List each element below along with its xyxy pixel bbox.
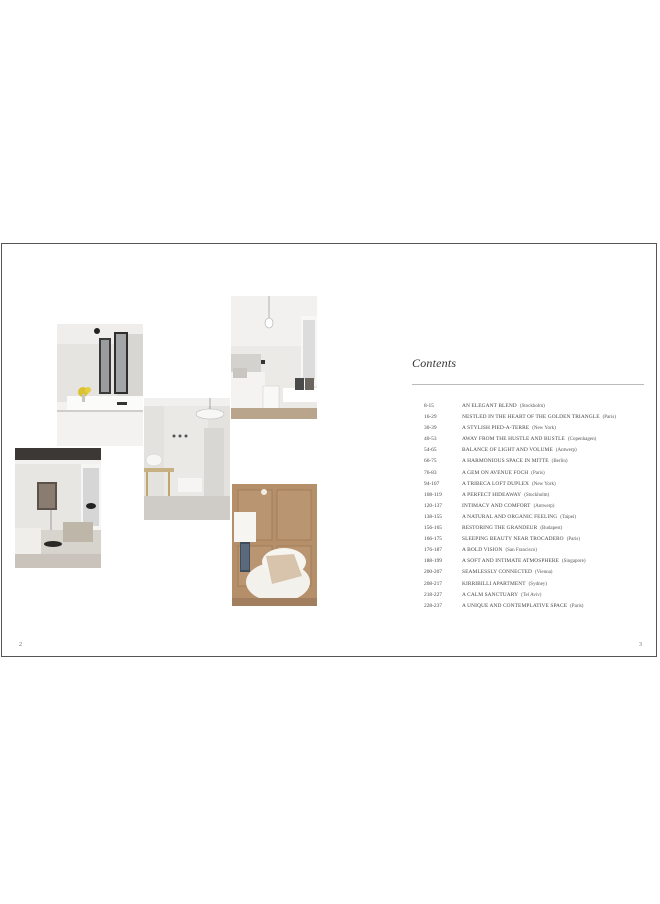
entry-page-range: 54-65 bbox=[424, 447, 437, 454]
bedroom-photo bbox=[231, 296, 317, 419]
contents-entry bbox=[424, 445, 650, 456]
entry-page-range: 40-53 bbox=[424, 436, 437, 443]
entry-location: (Paris) bbox=[570, 603, 584, 609]
entry-title: AN ELEGANT BLEND bbox=[462, 403, 517, 409]
entry-title: A PERFECT HIDEAWAY bbox=[462, 491, 522, 498]
entry-page-range: 120-137 bbox=[424, 502, 442, 509]
entry-location: (Berlin) bbox=[551, 459, 568, 465]
entry-location: (Vienna) bbox=[535, 570, 553, 576]
entry-page-range: 94-107 bbox=[424, 480, 440, 487]
entry-title: A NATURAL AND ORGANIC FEELING bbox=[462, 513, 558, 520]
entry-location: (Stockholm) bbox=[519, 404, 545, 409]
contents-entry bbox=[424, 512, 650, 523]
entry-page-range: 30-39 bbox=[424, 425, 437, 432]
entry-title: A TRIBECA LOFT DUPLEX bbox=[462, 480, 530, 487]
entry-title: SEAMLESSLY CONNECTED bbox=[462, 569, 532, 576]
contents-entry bbox=[424, 434, 650, 445]
right-page-folio: 3 bbox=[639, 642, 642, 648]
entry-title: A GEM ON AVENUE FOCH bbox=[462, 469, 529, 476]
contents-entry bbox=[424, 423, 650, 434]
entry-title: A SOFT AND INTIMATE ATMOSPHERE bbox=[462, 558, 559, 565]
contents-list bbox=[424, 401, 650, 612]
entry-page-range: 200-207 bbox=[424, 569, 442, 576]
entry-page-range: 188-199 bbox=[424, 558, 442, 565]
entry-title: SLEEPING BEAUTY NEAR TROCADERO bbox=[462, 536, 564, 543]
entry-title: INTIMACY AND COMFORT bbox=[462, 502, 531, 509]
contents-entry bbox=[424, 479, 650, 490]
entry-title: A STYLISH PIED-A-TERRE bbox=[462, 425, 530, 432]
entry-title: A HARMONIOUS SPACE IN MITTE bbox=[462, 458, 549, 465]
entry-location: (Copenhagen) bbox=[567, 437, 597, 443]
entry-page-range: 218-227 bbox=[424, 591, 442, 598]
entry-title: RESTORING THE GRANDEUR bbox=[462, 525, 538, 532]
bathroom-photo bbox=[57, 324, 143, 446]
contents-entry bbox=[424, 412, 650, 423]
armchair-photo bbox=[232, 484, 317, 606]
entry-location: (Paris) bbox=[566, 537, 581, 543]
entry-page-range: 138-155 bbox=[424, 513, 442, 520]
entry-page-range: 66-75 bbox=[424, 458, 437, 465]
contents-entry bbox=[424, 579, 650, 590]
contents-entry bbox=[424, 401, 650, 412]
entry-page-range: 166-175 bbox=[424, 536, 442, 543]
entry-location: (Antwerp) bbox=[555, 448, 577, 454]
entry-location: (Stockholm) bbox=[524, 492, 550, 498]
entry-page-range: 228-237 bbox=[424, 602, 442, 609]
contents-entry bbox=[424, 468, 650, 479]
entry-title: AWAY FROM THE HUSTLE AND BUSTLE bbox=[462, 436, 565, 443]
contents-heading: Contents bbox=[412, 356, 457, 370]
entry-title: A BOLD VISION bbox=[462, 547, 503, 554]
entry-location: (San Francisco) bbox=[505, 548, 537, 554]
contents-entry bbox=[424, 545, 650, 556]
entry-page-range: 108-119 bbox=[424, 491, 442, 498]
contents-entry bbox=[424, 456, 650, 467]
contents-entry bbox=[424, 601, 650, 612]
entry-title: A UNIQUE AND CONTEMPLATIVE SPACE bbox=[462, 602, 568, 609]
contents-entry bbox=[424, 490, 650, 501]
entry-page-range: 16-29 bbox=[424, 414, 437, 421]
entry-page-range: 76-83 bbox=[424, 469, 437, 476]
entry-title: KIRRIBILLI APARTMENT bbox=[462, 580, 526, 587]
entry-location: (Paris) bbox=[531, 470, 545, 476]
entry-location: (Tel Aviv) bbox=[521, 592, 542, 598]
contents-entry bbox=[424, 567, 650, 578]
contents-entry bbox=[424, 523, 650, 534]
entry-location: (Sydney) bbox=[528, 581, 547, 587]
contents-entry bbox=[424, 590, 650, 601]
entry-location: (Taipei) bbox=[560, 514, 577, 520]
entry-page-range: 176-187 bbox=[424, 547, 442, 554]
entry-title: A CALM SANCTUARY bbox=[462, 591, 519, 598]
living-room-photo bbox=[15, 448, 101, 568]
entry-title: NESTLED IN THE HEART OF THE GOLDEN TRIANGLE bbox=[462, 414, 600, 421]
book-spread bbox=[1, 243, 657, 657]
entry-page-range: 8-15 bbox=[424, 403, 434, 409]
entry-page-range: 156-165 bbox=[424, 525, 442, 532]
contents-divider bbox=[412, 384, 644, 385]
entry-location: (Singapore) bbox=[561, 559, 586, 565]
entry-location: (Antwerp) bbox=[533, 503, 555, 509]
contents-entry bbox=[424, 534, 650, 545]
entry-location: (Budapest) bbox=[540, 526, 563, 532]
entry-page-range: 208-217 bbox=[424, 580, 442, 587]
entry-title: BALANCE OF LIGHT AND VOLUME bbox=[462, 447, 553, 454]
contents-entry bbox=[424, 501, 650, 512]
entry-location: (New York) bbox=[532, 426, 556, 432]
left-page-folio: 2 bbox=[19, 642, 22, 648]
contents-entry bbox=[424, 556, 650, 567]
entry-location: (New York) bbox=[532, 481, 556, 487]
entry-location: (Paris) bbox=[602, 415, 616, 421]
hallway-photo bbox=[144, 398, 230, 520]
